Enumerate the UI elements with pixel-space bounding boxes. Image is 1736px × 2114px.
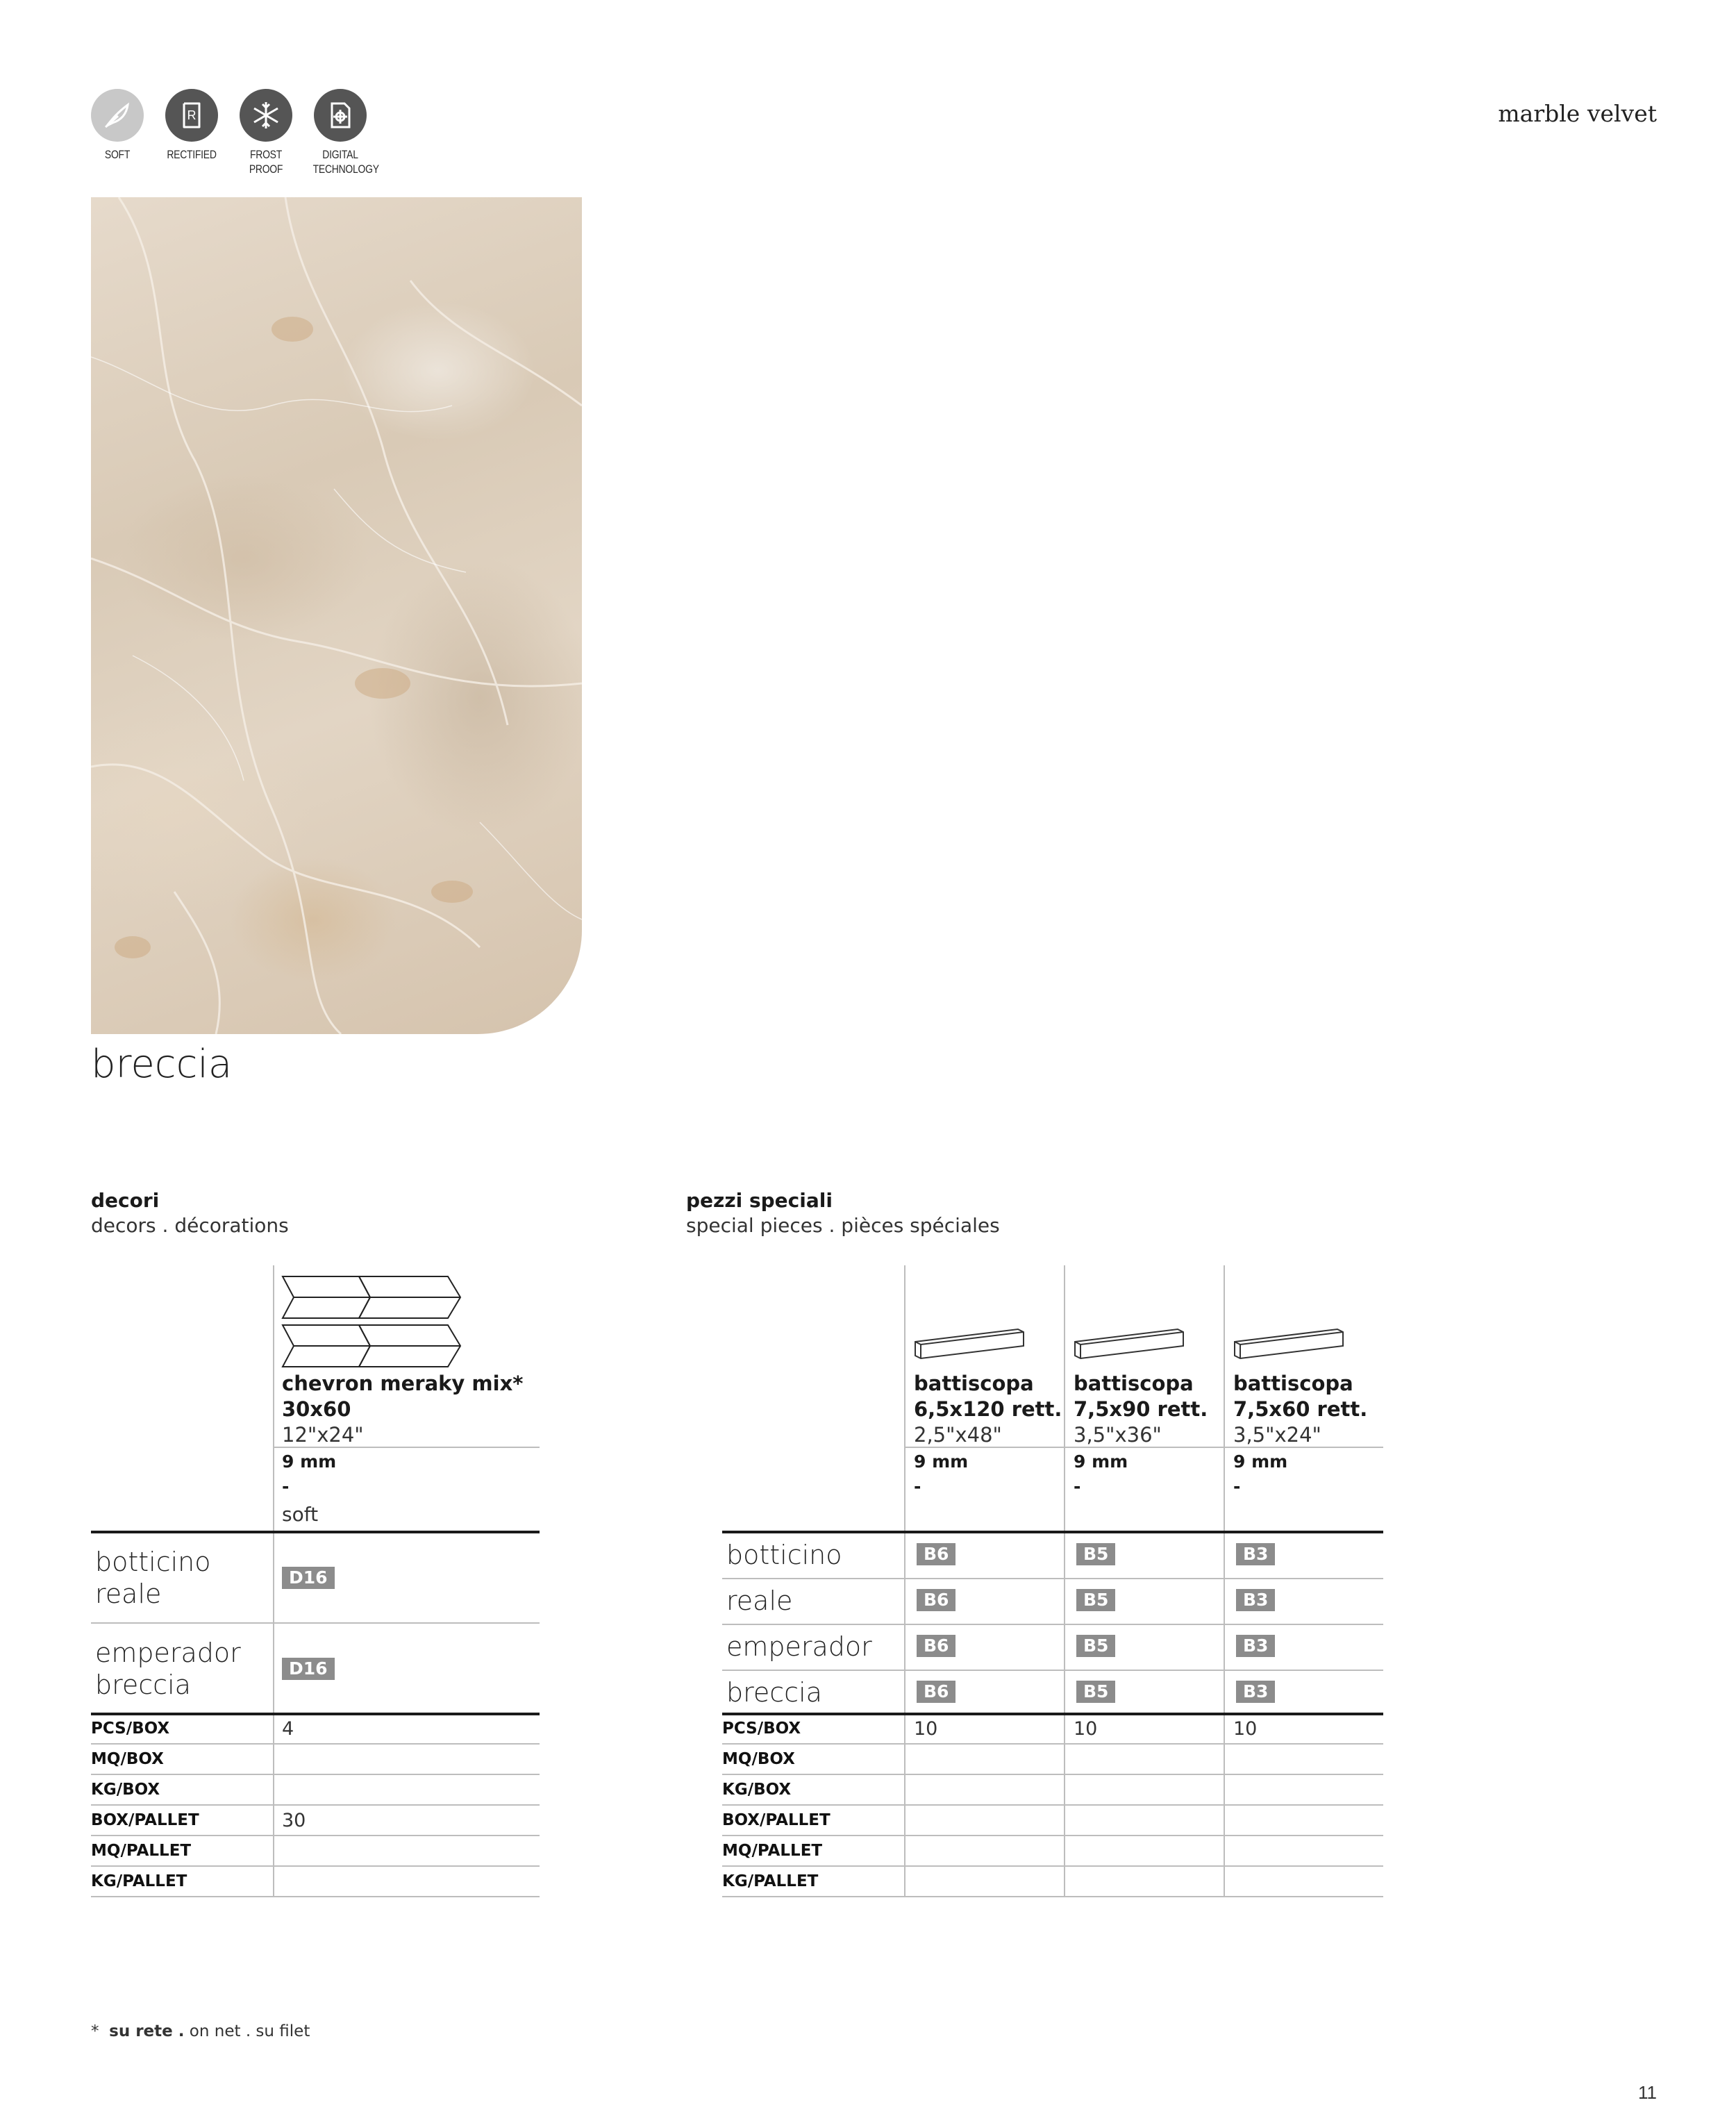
feature-frost-proof — [233, 89, 299, 176]
decori-title: decori — [91, 1189, 160, 1212]
feather-icon — [91, 89, 144, 142]
pezzi-row-divider — [722, 1578, 1383, 1579]
pezzi-spec-label: PCS/BOX — [722, 1720, 801, 1738]
pezzi-col-thickness: 9 mm — [1233, 1451, 1288, 1472]
decori-spec-divider — [91, 1774, 540, 1775]
footnote — [91, 2022, 310, 2040]
digital-icon — [314, 89, 367, 142]
snowflake-icon — [240, 89, 292, 142]
pezzi-spec-divider — [722, 1804, 1383, 1806]
pezzi-code: B6 — [917, 1681, 955, 1703]
skirting-board-icon — [1074, 1326, 1185, 1366]
decori-mid-rule — [91, 1713, 540, 1715]
pezzi-top-rule — [722, 1531, 1383, 1533]
decori-spec-divider — [91, 1865, 540, 1867]
decori-spec-value: 4 — [282, 1718, 294, 1740]
pezzi-code: B3 — [1236, 1681, 1275, 1703]
skirting-board-icon — [914, 1326, 1025, 1366]
decori-spec-label: PCS/BOX — [91, 1720, 170, 1738]
pezzi-subtitle: special pieces . pièces spéciales — [686, 1214, 1000, 1237]
feature-label: FROST PROOF — [249, 148, 283, 176]
pezzi-mid-rule — [722, 1713, 1383, 1715]
decori-row-code: D16 — [282, 1567, 335, 1589]
footnote-bold: su rete . — [109, 2022, 185, 2040]
pezzi-row-name: reale — [726, 1586, 793, 1616]
pezzi-col-divider — [1064, 1265, 1065, 1897]
pezzi-spec-label: BOX/PALLET — [722, 1811, 831, 1829]
pezzi-col-name: battiscopa — [914, 1372, 1034, 1395]
tile-name: breccia — [91, 1042, 233, 1087]
decori-product-size-in: 12"x24" — [282, 1423, 364, 1447]
feature-label: RECTIFIED — [167, 148, 217, 161]
pezzi-col-dash: - — [1233, 1476, 1241, 1497]
decori-product-finish: soft — [282, 1503, 319, 1526]
decori-top-rule — [91, 1531, 540, 1533]
pezzi-spec-divider — [722, 1835, 1383, 1836]
page-number: 11 — [1638, 2082, 1657, 2103]
pezzi-code: B3 — [1236, 1543, 1275, 1565]
footnote-rest: on net . su filet — [189, 2022, 310, 2040]
pezzi-code: B5 — [1076, 1635, 1115, 1657]
footnote-star: * — [91, 2022, 99, 2040]
decori-product-dash: - — [282, 1476, 290, 1497]
decori-spec-label: MQ/PALLET — [91, 1842, 192, 1860]
rectified-icon — [165, 89, 218, 142]
pezzi-col-name: battiscopa — [1074, 1372, 1194, 1395]
decori-subtitle: decors . décorations — [91, 1214, 289, 1237]
feature-label: SOFT — [104, 148, 131, 161]
pezzi-code: B6 — [917, 1635, 955, 1657]
pezzi-col-size: 7,5x90 rett. — [1074, 1397, 1208, 1421]
pezzi-spec-divider — [722, 1774, 1383, 1775]
decori-spec-label: MQ/BOX — [91, 1750, 164, 1768]
collection-name: marble velvet — [1498, 100, 1657, 127]
pezzi-code: B3 — [1236, 1635, 1275, 1657]
decori-spec-label: KG/PALLET — [91, 1872, 187, 1890]
pezzi-spec-value: 10 — [914, 1718, 938, 1740]
decori-spec-divider — [91, 1743, 540, 1745]
pezzi-spec-value: 10 — [1233, 1718, 1258, 1740]
pezzi-col-dash: - — [1074, 1476, 1081, 1497]
pezzi-col-size-in: 2,5"x48" — [914, 1423, 1002, 1447]
pezzi-col-divider — [904, 1265, 905, 1897]
pezzi-row-name: botticino — [726, 1540, 842, 1570]
pezzi-col-size: 7,5x60 rett. — [1233, 1397, 1368, 1421]
pezzi-spec-label: MQ/BOX — [722, 1750, 795, 1768]
pezzi-row-divider — [722, 1624, 1383, 1625]
pezzi-code: B5 — [1076, 1681, 1115, 1703]
pezzi-col-divider — [1224, 1265, 1225, 1897]
decori-product-size: 30x60 — [282, 1397, 351, 1421]
pezzi-spec-label: KG/BOX — [722, 1781, 792, 1799]
decori-col-divider — [273, 1265, 274, 1897]
pezzi-code: B5 — [1076, 1589, 1115, 1611]
pezzi-spec-label: MQ/PALLET — [722, 1842, 823, 1860]
pezzi-col-thickness: 9 mm — [914, 1451, 969, 1472]
decori-spec-divider — [91, 1804, 540, 1806]
skirting-board-icon — [1233, 1326, 1344, 1366]
rectified-letter: R — [187, 108, 197, 122]
feature-digital-technology — [307, 89, 379, 176]
pezzi-spec-label: KG/PALLET — [722, 1872, 819, 1890]
decori-spec-divider — [91, 1896, 540, 1897]
pezzi-row-name: breccia — [726, 1677, 822, 1708]
pezzi-spec-divider — [722, 1865, 1383, 1867]
pezzi-col-dash: - — [914, 1476, 921, 1497]
pezzi-code: B6 — [917, 1543, 955, 1565]
decori-row-name: emperador breccia — [95, 1638, 241, 1700]
decori-spec-label: KG/BOX — [91, 1781, 160, 1799]
pezzi-col-size-in: 3,5"x36" — [1074, 1423, 1162, 1447]
chevron-pattern-icon — [281, 1275, 462, 1373]
pezzi-col-size: 6,5x120 rett. — [914, 1397, 1062, 1421]
feature-soft — [84, 89, 151, 162]
decori-spec-value: 30 — [282, 1810, 306, 1831]
decori-row-divider — [91, 1622, 540, 1624]
feature-label: DIGITAL TECHNOLOGY — [312, 148, 379, 176]
decori-row-code: D16 — [282, 1658, 335, 1680]
pezzi-col-size-in: 3,5"x24" — [1233, 1423, 1321, 1447]
pezzi-code: B5 — [1076, 1543, 1115, 1565]
decori-product-thickness: 9 mm — [282, 1451, 337, 1472]
pezzi-col-thickness: 9 mm — [1074, 1451, 1128, 1472]
pezzi-row-name: emperador — [726, 1631, 872, 1662]
feature-rectified — [158, 89, 225, 162]
pezzi-spec-divider — [722, 1743, 1383, 1745]
tile-image-breccia — [91, 197, 582, 1034]
decori-product-name: chevron meraky mix* — [282, 1372, 524, 1395]
decori-spec-divider — [91, 1835, 540, 1836]
pezzi-spec-divider — [722, 1896, 1383, 1897]
pezzi-code: B3 — [1236, 1589, 1275, 1611]
decori-row-name: botticino reale — [95, 1547, 211, 1609]
pezzi-spec-value: 10 — [1074, 1718, 1098, 1740]
pezzi-row-divider — [722, 1670, 1383, 1671]
pezzi-col-name: battiscopa — [1233, 1372, 1353, 1395]
pezzi-code: B6 — [917, 1589, 955, 1611]
pezzi-title: pezzi speciali — [686, 1189, 833, 1212]
decori-spec-label: BOX/PALLET — [91, 1811, 199, 1829]
